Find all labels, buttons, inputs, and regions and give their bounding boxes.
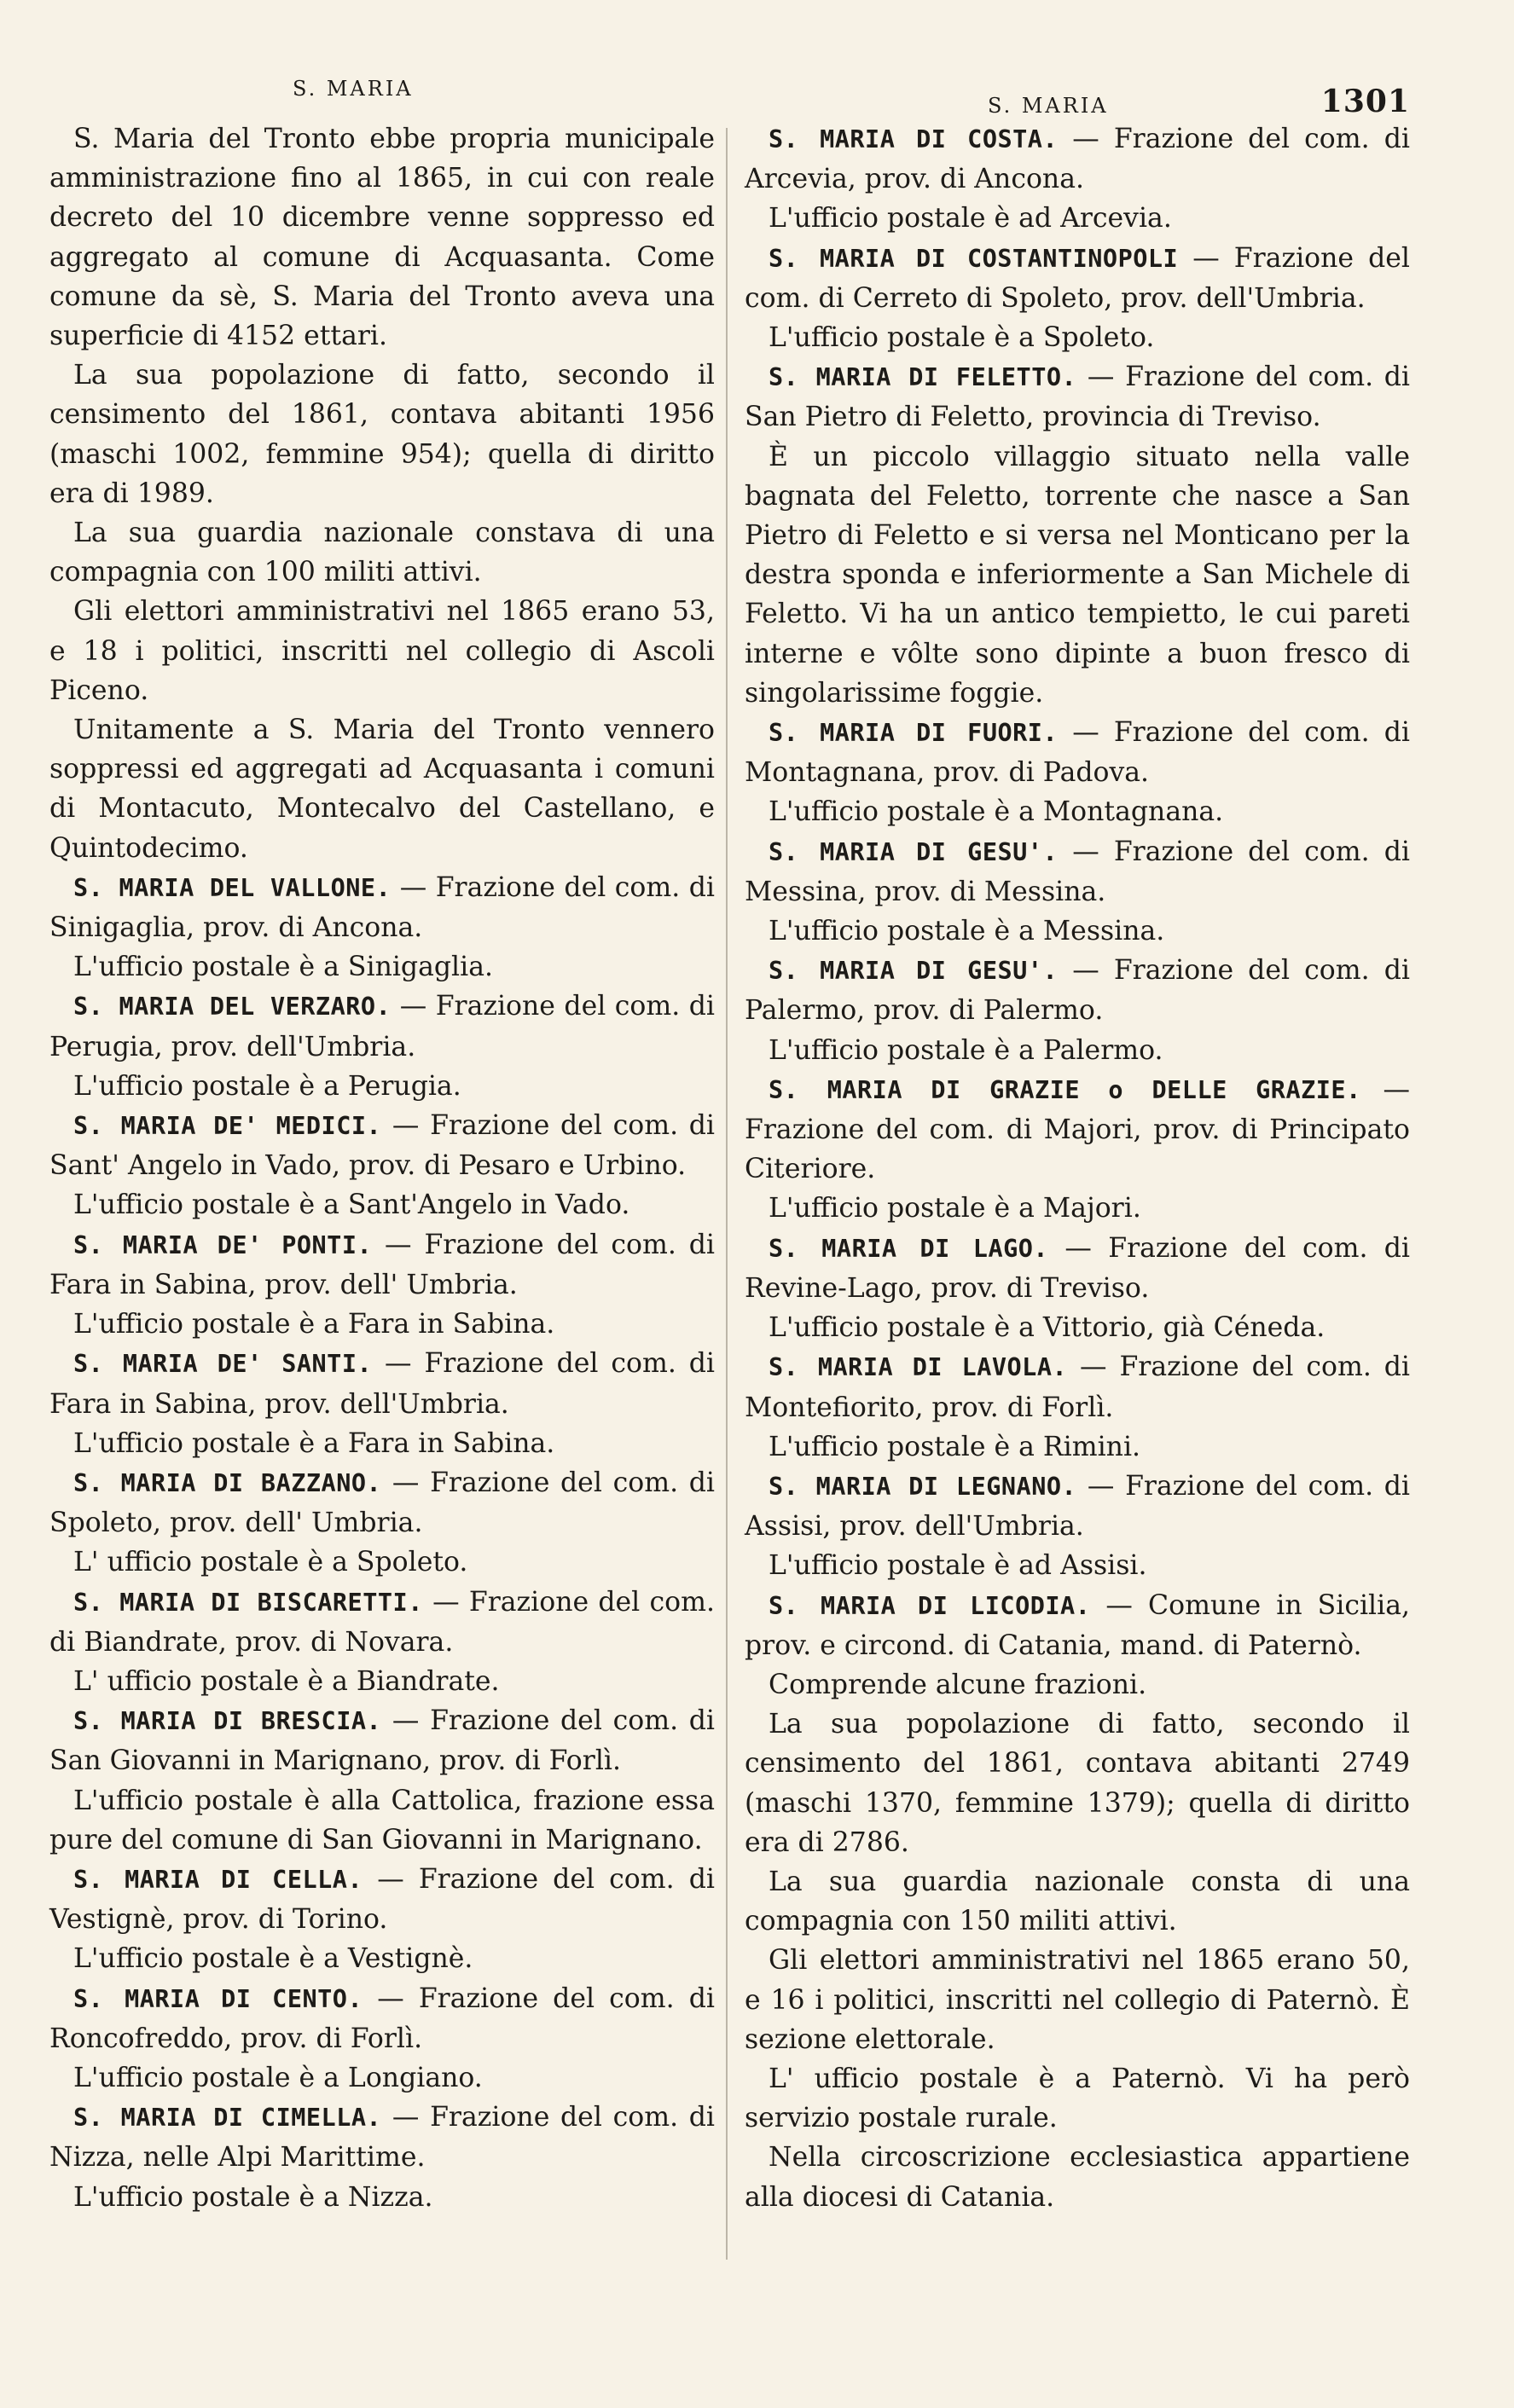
body-paragraph: La sua guardia nazionale consta di una compagnia con 150 militi attivi. (745, 1866, 1410, 1937)
body-paragraph: È un piccolo villaggio situato nella valle bagnata del Feletto, torrente che nasce a San Pietro di Feletto e si versa nel Monticano per la destra sponda e inferiormente a San Michele di Feletto. Vi ha un antico tempietto, le cui pareti interne e vôlte sono dipinte a buon fresco di singolarissime foggie. (745, 441, 1410, 709)
entry-description: — Frazione del com. di Perugia, prov. dell'Umbria. (49, 991, 715, 1062)
entry-paragraph (745, 713, 1410, 792)
body-paragraph: Unitamente a S. Maria del Tronto vennero soppressi ed aggregati ad Acquasanta i comuni di Montacuto, Montecalvo del Castellano, e Quintodecimo. (49, 715, 715, 864)
entry-paragraph (745, 119, 1410, 199)
entry-headword: S. MARIA DI BAZZANO. (73, 1468, 382, 1497)
entry-description: — Frazione del com. di Sinigaglia, prov. di Ancona. (49, 871, 715, 944)
entry-headword: S. MARIA DEL VERZARO. (73, 993, 392, 1022)
body-paragraph: L'ufficio postale è ad Arcevia. (769, 203, 1172, 234)
entry-description: — Frazione del com. di Nizza, nelle Alpi Marittime. (49, 2102, 716, 2174)
left-column-text (49, 119, 715, 2217)
body-paragraph: L'ufficio postale è a Vittorio, già Céneda. (769, 1312, 1325, 1344)
entry-paragraph (745, 1070, 1410, 1190)
body-paragraph: L'ufficio postale è a Sant'Angelo in Vado. (73, 1190, 630, 1221)
body-paragraph: La sua popolazione di fatto, secondo il censimento del 1861, contava abitanti 2749 (maschi 1370, femmine 1379); quella di diritto era di 2786. (745, 1709, 1410, 1858)
body-paragraph: L' ufficio postale è a Paternò. Vi ha però servizio postale rurale. (745, 2063, 1410, 2134)
entry-headword: S. MARIA DE' MEDICI. (73, 1112, 382, 1141)
entry-description: — Frazione del com. di San Pietro di Feletto, provincia di Treviso. (745, 362, 1411, 433)
body-paragraph: L' ufficio postale è a Biandrate. (73, 1665, 500, 1697)
entry-description: — Frazione del com. di Revine-Lago, prov. di Treviso. (745, 1232, 1410, 1304)
body-paragraph: L'ufficio postale è alla Cattolica, frazione essa pure del comune di San Giovanni in Marignano. (49, 1785, 715, 1855)
entry-headword: S. MARIA DI COSTANTINOPOLI (769, 244, 1179, 273)
entry-headword: S. MARIA DI CIMELLA. (73, 2104, 382, 2133)
right-running-header (745, 68, 1410, 119)
entry-paragraph (745, 951, 1410, 1030)
column-divider (726, 128, 728, 2260)
entry-paragraph (745, 1586, 1410, 1665)
running-head-title: S. MARIA (293, 77, 414, 101)
entry-headword: S. MARIA DEL VALLONE. (73, 873, 392, 902)
entry-headword: S. MARIA DI CELLA. (73, 1865, 363, 1894)
entry-description: — Frazione del com. di Vestignè, prov. di Torino. (49, 1863, 715, 1936)
entry-headword: S. MARIA DI LICODIA. (769, 1591, 1091, 1620)
entry-headword: S. MARIA DI GRAZIE o DELLE GRAZIE. (769, 1075, 1361, 1104)
entry-headword: S. MARIA DI LAVOLA. (769, 1353, 1068, 1382)
entry-headword: S. MARIA DI CENTO. (73, 1984, 363, 2013)
body-paragraph: L'ufficio postale è a Sinigaglia. (73, 952, 493, 983)
entry-description: — Frazione del com. di Montagnana, prov. di Padova. (745, 717, 1410, 789)
left-column (49, 68, 715, 2217)
body-paragraph: L'ufficio postale è a Perugia. (73, 1070, 461, 1102)
entry-headword: S. MARIA DI GESU'. (769, 837, 1059, 866)
body-paragraph: L'ufficio postale è a Spoleto. (769, 322, 1155, 354)
body-paragraph: L'ufficio postale è a Rimini. (769, 1431, 1141, 1462)
body-paragraph: S. Maria del Tronto ebbe propria municipale amministrazione fino al 1865, in cui con reale decreto del 10 dicembre venne soppresso ed aggregato al comune di Acquasanta. Come comune da sè, S. Maria del Tronto aveva una superficie di 4152 ettari. (49, 124, 715, 352)
entry-description: — Frazione del com. di Fara in Sabina, prov. dell' Umbria. (49, 1229, 715, 1300)
body-paragraph: L'ufficio postale è a Messina. (769, 916, 1165, 947)
entry-description: — Frazione del com. di Palermo, prov. di Palermo. (745, 955, 1410, 1027)
entry-paragraph (49, 1106, 715, 1185)
entry-headword: S. MARIA DI LAGO. (769, 1234, 1049, 1263)
entry-paragraph (745, 832, 1410, 912)
entry-description: — Frazione del com. di Assisi, prov. dell'Umbria. (745, 1470, 1411, 1543)
entry-paragraph (49, 1701, 715, 1780)
entry-description: — Comune in Sicilia, prov. e circond. di Catania, mand. di Paternò. (745, 1589, 1410, 1661)
entry-paragraph (49, 1583, 715, 1662)
entry-paragraph (49, 1225, 715, 1305)
entry-description: — Frazione del com. di Sant' Angelo in Vado, prov. di Pesaro e Urbino. (49, 1110, 716, 1182)
entry-description: — Frazione del com. di Arcevia, prov. di Ancona. (745, 124, 1410, 195)
body-paragraph: La sua popolazione di fatto, secondo il censimento del 1861, contava abitanti 1956 (maschi 1002, femmine 954); quella di diritto era di 1989. (49, 360, 715, 509)
body-paragraph: L'ufficio postale è ad Assisi. (769, 1550, 1147, 1582)
body-paragraph: L'ufficio postale è a Majori. (769, 1193, 1141, 1224)
entry-headword: S. MARIA DI GESU'. (769, 957, 1059, 986)
entry-paragraph (745, 1229, 1410, 1308)
right-column (745, 68, 1410, 2217)
right-column-text (745, 119, 1410, 2217)
body-paragraph: L'ufficio postale è a Longiano. (73, 2062, 483, 2093)
entry-headword: S. MARIA DI FELETTO. (769, 363, 1077, 392)
entry-headword: S. MARIA DI BISCARETTI. (73, 1588, 423, 1617)
entry-paragraph (49, 1979, 715, 2058)
entry-description: — Frazione del com. di Roncofreddo, prov. di Forlì. (49, 1983, 715, 2054)
body-paragraph: L'ufficio postale è a Montagnana. (769, 796, 1224, 828)
entry-description: — Frazione del com. di Majori, prov. di Principato Citeriore. (745, 1074, 1411, 1185)
body-paragraph: Nella circoscrizione ecclesiastica appartiene alla diocesi di Catania. (745, 2142, 1410, 2213)
entry-headword: S. MARIA DE' SANTI. (73, 1350, 373, 1379)
entry-description: — Frazione del com. di Cerreto di Spoleto, prov. dell'Umbria. (745, 242, 1410, 314)
entry-description: — Frazione del com. di Spoleto, prov. dell' Umbria. (49, 1467, 716, 1539)
entry-paragraph (745, 357, 1410, 437)
body-paragraph: Gli elettori amministrativi nel 1865 erano 50, e 16 i politici, inscritti nel collegio di Paternò. È sezione elettorale. (745, 1945, 1410, 2055)
body-paragraph: L'ufficio postale è a Nizza. (73, 2181, 433, 2213)
left-running-header (49, 68, 715, 119)
body-paragraph: Comprende alcune frazioni. (769, 1669, 1147, 1700)
entry-paragraph (49, 2098, 715, 2177)
entry-headword: S. MARIA DE' PONTI. (73, 1230, 373, 1259)
entry-description: — Frazione del com. di Montefiorito, prov. di Forlì. (745, 1352, 1410, 1423)
body-paragraph: L'ufficio postale è a Fara in Sabina. (73, 1427, 555, 1459)
entry-headword: S. MARIA DI COSTA. (769, 125, 1059, 153)
entry-headword: S. MARIA DI BRESCIA. (73, 1707, 382, 1736)
entry-headword: S. MARIA DI FUORI. (769, 719, 1059, 748)
entry-headword: S. MARIA DI LEGNANO. (769, 1472, 1077, 1501)
entry-description: — Frazione del com. di Biandrate, prov. di Novara. (49, 1586, 715, 1658)
running-head-title: S. MARIA (988, 94, 1109, 118)
entry-paragraph (49, 868, 715, 947)
page-number: 1301 (1320, 84, 1410, 119)
body-paragraph: L'ufficio postale è a Vestignè. (73, 1943, 473, 1975)
body-paragraph: La sua guardia nazionale constava di una compagnia con 100 militi attivi. (49, 518, 715, 588)
entry-paragraph (745, 1347, 1410, 1427)
body-paragraph: L' ufficio postale è a Spoleto. (73, 1547, 468, 1578)
entry-paragraph (49, 1344, 715, 1423)
entry-paragraph (49, 1463, 715, 1543)
entry-paragraph (745, 1467, 1410, 1546)
body-paragraph: L'ufficio postale è a Fara in Sabina. (73, 1309, 555, 1340)
body-paragraph: L'ufficio postale è a Palermo. (769, 1034, 1163, 1066)
entry-paragraph (745, 239, 1410, 318)
entry-description: — Frazione del com. di Messina, prov. di Messina. (745, 836, 1410, 907)
entry-paragraph (49, 987, 715, 1066)
entry-description: — Frazione del com. di Fara in Sabina, prov. dell'Umbria. (49, 1348, 715, 1420)
entry-description: — Frazione del com. di San Giovanni in Marignano, prov. di Forlì. (49, 1705, 716, 1777)
body-paragraph: Gli elettori amministrativi nel 1865 erano 53, e 18 i politici, inscritti nel collegio di Ascoli Piceno. (49, 596, 715, 706)
entry-paragraph (49, 1860, 715, 1939)
